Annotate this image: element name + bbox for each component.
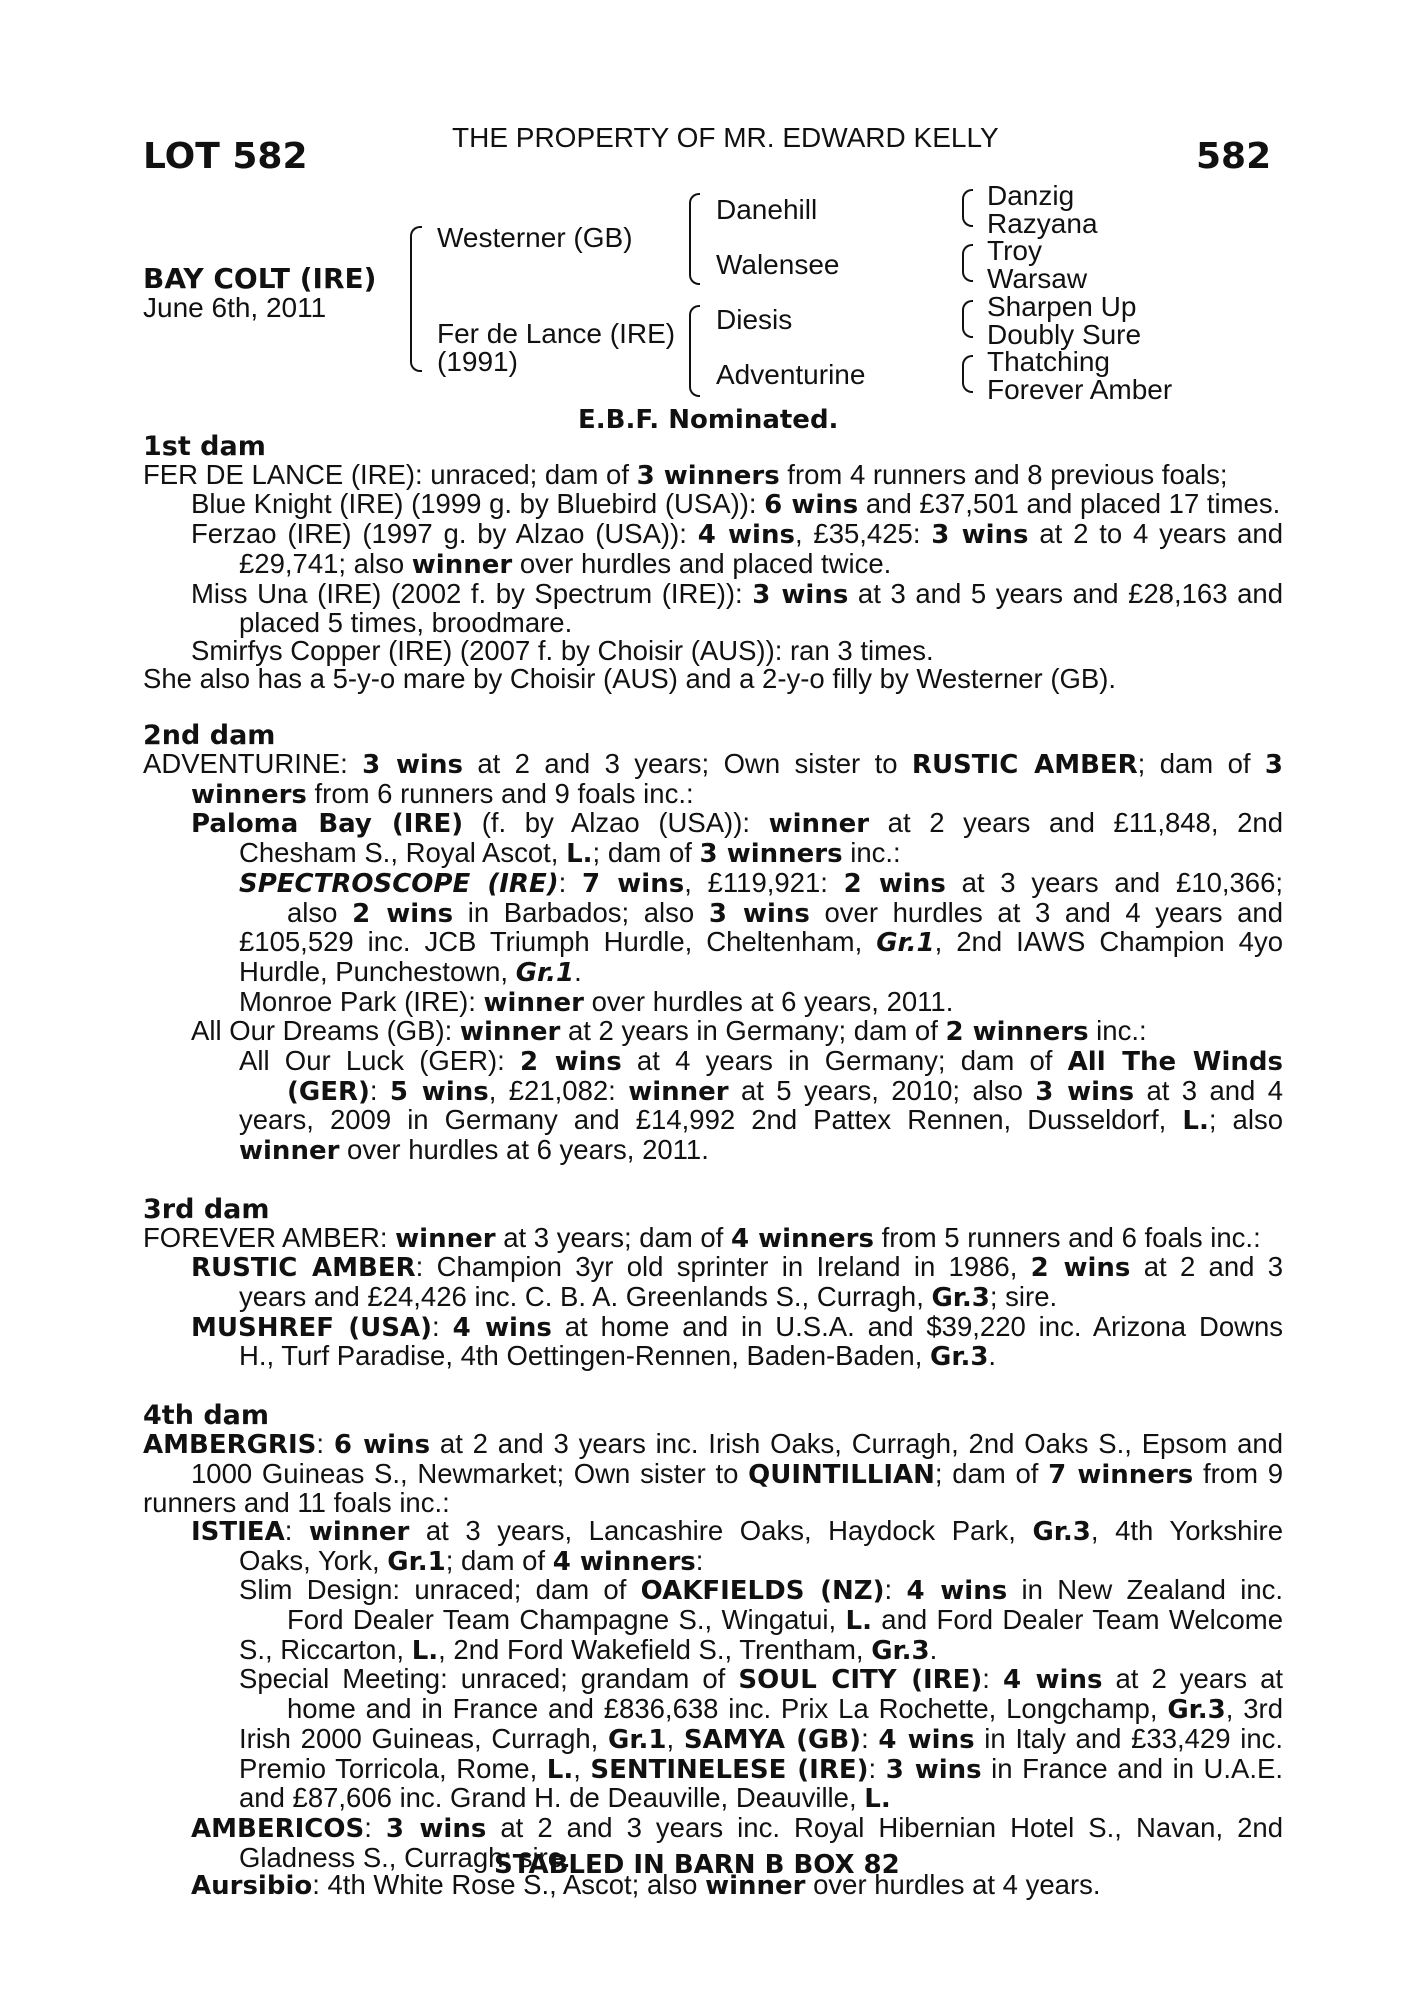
- lot-number: 582: [1196, 136, 1272, 177]
- produce-entry: Special Meeting: unraced; grandam of SOUL CITY (IRE): 4 wins at 2 years at home and in France and £836,638 inc. Prix La Rochette, Longchamp, Gr.3, 3rd Irish 2000 Guineas, Curragh, Gr.1, SAMYA (GB): 4 wins in Italy and £33,429 inc. Premio Torricola, Rome, L., SENTINELESE (IRE): 3 wins in France and in U.A.E. and £87,606 inc. Grand H. de Deauville, Deauville, L.: [239, 1663, 1284, 1815]
- pedigree-brace: [962, 244, 973, 282]
- produce-entry: All Our Dreams (GB): winner at 2 years in Germany; dam of 2 winners inc.:: [191, 1015, 1147, 1048]
- pedigree-g3: Forever Amber: [987, 374, 1173, 405]
- pedigree-brace: [962, 355, 973, 393]
- section-title-third-dam: 3rd dam: [143, 1193, 270, 1225]
- section-title-second-dam: 2nd dam: [143, 720, 276, 752]
- third-dam-entry: FOREVER AMBER: winner at 3 years; dam of 4 winners from 5 runners and 6 foals inc.:: [143, 1221, 1261, 1254]
- pedigree-brace: [689, 193, 700, 285]
- fourth-dam-entry: AMBERGRIS: 6 wins at 2 and 3 years inc. Irish Oaks, Curragh, 2nd Oaks S., Epsom and 1000 Guineas S., Newmarket; Own sister to QUINTILLIAN; dam of 7 winners from 9 runners and 11 foals inc.:: [143, 1427, 1284, 1519]
- pedigree-g3: Warsaw: [987, 263, 1088, 294]
- produce-entry: RUSTIC AMBER: Champion 3yr old sprinter in Ireland in 1986, 2 wins at 2 and 3 years and £24,426 inc. C. B. A. Greenlands S., Curragh, Gr.3; sire.: [191, 1251, 1284, 1313]
- produce-entry: Ferzao (IRE) (1997 g. by Alzao (USA)): 4 wins, £35,425: 3 wins at 2 to 4 years and £29,741; also winner over hurdles and placed twice.: [191, 518, 1284, 580]
- produce-entry: Aursibio: 4th White Rose S., Ascot; also winner over hurdles at 4 years.: [191, 1869, 1101, 1902]
- produce-entry: Monroe Park (IRE): winner over hurdles at 6 years, 2011.: [239, 985, 954, 1018]
- pedigree-g3: Doubly Sure: [987, 319, 1142, 350]
- foaling-date: June 6th, 2011: [143, 292, 327, 323]
- produce-entry: Slim Design: unraced; dam of OAKFIELDS (NZ): 4 wins in New Zealand inc. Ford Dealer Team Champagne S., Wingatui, L. and Ford Dealer Team Welcome S., Riccarton, L., 2nd Ford Wakefield S., Trentham, Gr.3.: [239, 1574, 1284, 1666]
- property-heading: THE PROPERTY OF MR. EDWARD KELLY: [452, 122, 999, 153]
- second-dam-entry: ADVENTURINE: 3 wins at 2 and 3 years; Own sister to RUSTIC AMBER; dam of 3 winners from 6 runners and 9 foals inc.:: [143, 748, 1283, 810]
- produce-entry: AMBERICOS: 3 wins at 2 and 3 years inc. Royal Hibernian Hotel S., Navan, 2nd Gladness S., Curragh; sire.: [191, 1811, 1284, 1873]
- pedigree-dam-sire: Diesis: [716, 304, 793, 335]
- produce-entry: All Our Luck (GER): 2 wins at 4 years in Germany; dam of All The Winds (GER): 5 wins, £21,082: winner at 5 years, 2010; also 3 wins at 3 and 4 years, 2009 in Germany and £14,992 2nd Pattex Rennen, Dusseldorf, L.; also winner over hurdles at 6 years, 2011.: [239, 1045, 1284, 1167]
- pedigree-brace: [689, 305, 700, 397]
- pedigree-dam-dam: Adventurine: [716, 359, 866, 390]
- lot-label: LOT 582: [143, 136, 308, 177]
- pedigree-g3: Danzig: [987, 180, 1075, 211]
- first-dam-entry: FER DE LANCE (IRE): unraced; dam of 3 winners from 4 runners and 8 previous foals;: [143, 458, 1228, 491]
- pedigree-g3: Thatching: [987, 346, 1110, 377]
- pedigree-sire-dam: Walensee: [716, 249, 840, 280]
- pedigree-sire-sire: Danehill: [716, 194, 818, 225]
- stabling-note: STABLED IN BARN B BOX 82: [494, 1850, 900, 1880]
- produce-entry: Blue Knight (IRE) (1999 g. by Bluebird (USA)): 6 wins and £37,501 and placed 17 times.: [191, 488, 1281, 521]
- pedigree-dam-year: (1991): [437, 346, 518, 377]
- horse-description: BAY COLT (IRE): [143, 262, 377, 295]
- produce-entry: Smirfys Copper (IRE) (2007 f. by Choisir (AUS)): ran 3 times.: [191, 634, 934, 666]
- family-notes: [143, 433, 1283, 1901]
- pedigree-dam: Fer de Lance (IRE): [437, 318, 676, 349]
- produce-entry: ISTIEA: winner at 3 years, Lancashire Oaks, Haydock Park, Gr.3, 4th Yorkshire Oaks, York, Gr.1; dam of 4 winners:: [191, 1514, 1284, 1577]
- pedigree-g3: Troy: [987, 235, 1042, 266]
- produce-entry: Paloma Bay (IRE) (f. by Alzao (USA)): winner at 2 years and £11,848, 2nd Chesham S., Royal Ascot, L.; dam of 3 winners inc.:: [191, 807, 1283, 870]
- pedigree-g3: Razyana: [987, 208, 1098, 239]
- section-title-fourth-dam: 4th dam: [143, 1400, 269, 1432]
- pedigree-g3: Sharpen Up: [987, 291, 1137, 322]
- produce-entry: MUSHREF (USA): 4 wins at home and in U.S.A. and $39,220 inc. Arizona Downs H., Turf Paradise, 4th Oettingen-Rennen, Baden-Baden, Gr.3.: [191, 1310, 1284, 1373]
- section-title-first-dam: 1st dam: [143, 431, 266, 462]
- pedigree-sire: Westerner (GB): [437, 222, 633, 253]
- pedigree-brace: [962, 300, 973, 338]
- pedigree-brace: [962, 189, 973, 227]
- produce-entry: Miss Una (IRE) (2002 f. by Spectrum (IRE)): 3 wins at 3 and 5 years and £28,163 and placed 5 times, broodmare.: [191, 577, 1283, 639]
- pedigree-brace: [410, 226, 422, 372]
- produce-note: She also has a 5-y-o mare by Choisir (AUS) and a 2-y-o filly by Westerner (GB).: [143, 662, 1117, 694]
- ebf-nomination: E.B.F. Nominated.: [578, 405, 839, 435]
- produce-entry: SPECTROSCOPE (IRE): 7 wins, £119,921: 2 wins at 3 years and £10,366; also 2 wins in Barbados; also 3 wins over hurdles at 3 and 4 years and £105,529 inc. JCB Triumph Hurdle, Cheltenham, Gr.1, 2nd IAWS Champion 4yo Hurdle, Punchestown, Gr.1.: [239, 866, 1284, 988]
